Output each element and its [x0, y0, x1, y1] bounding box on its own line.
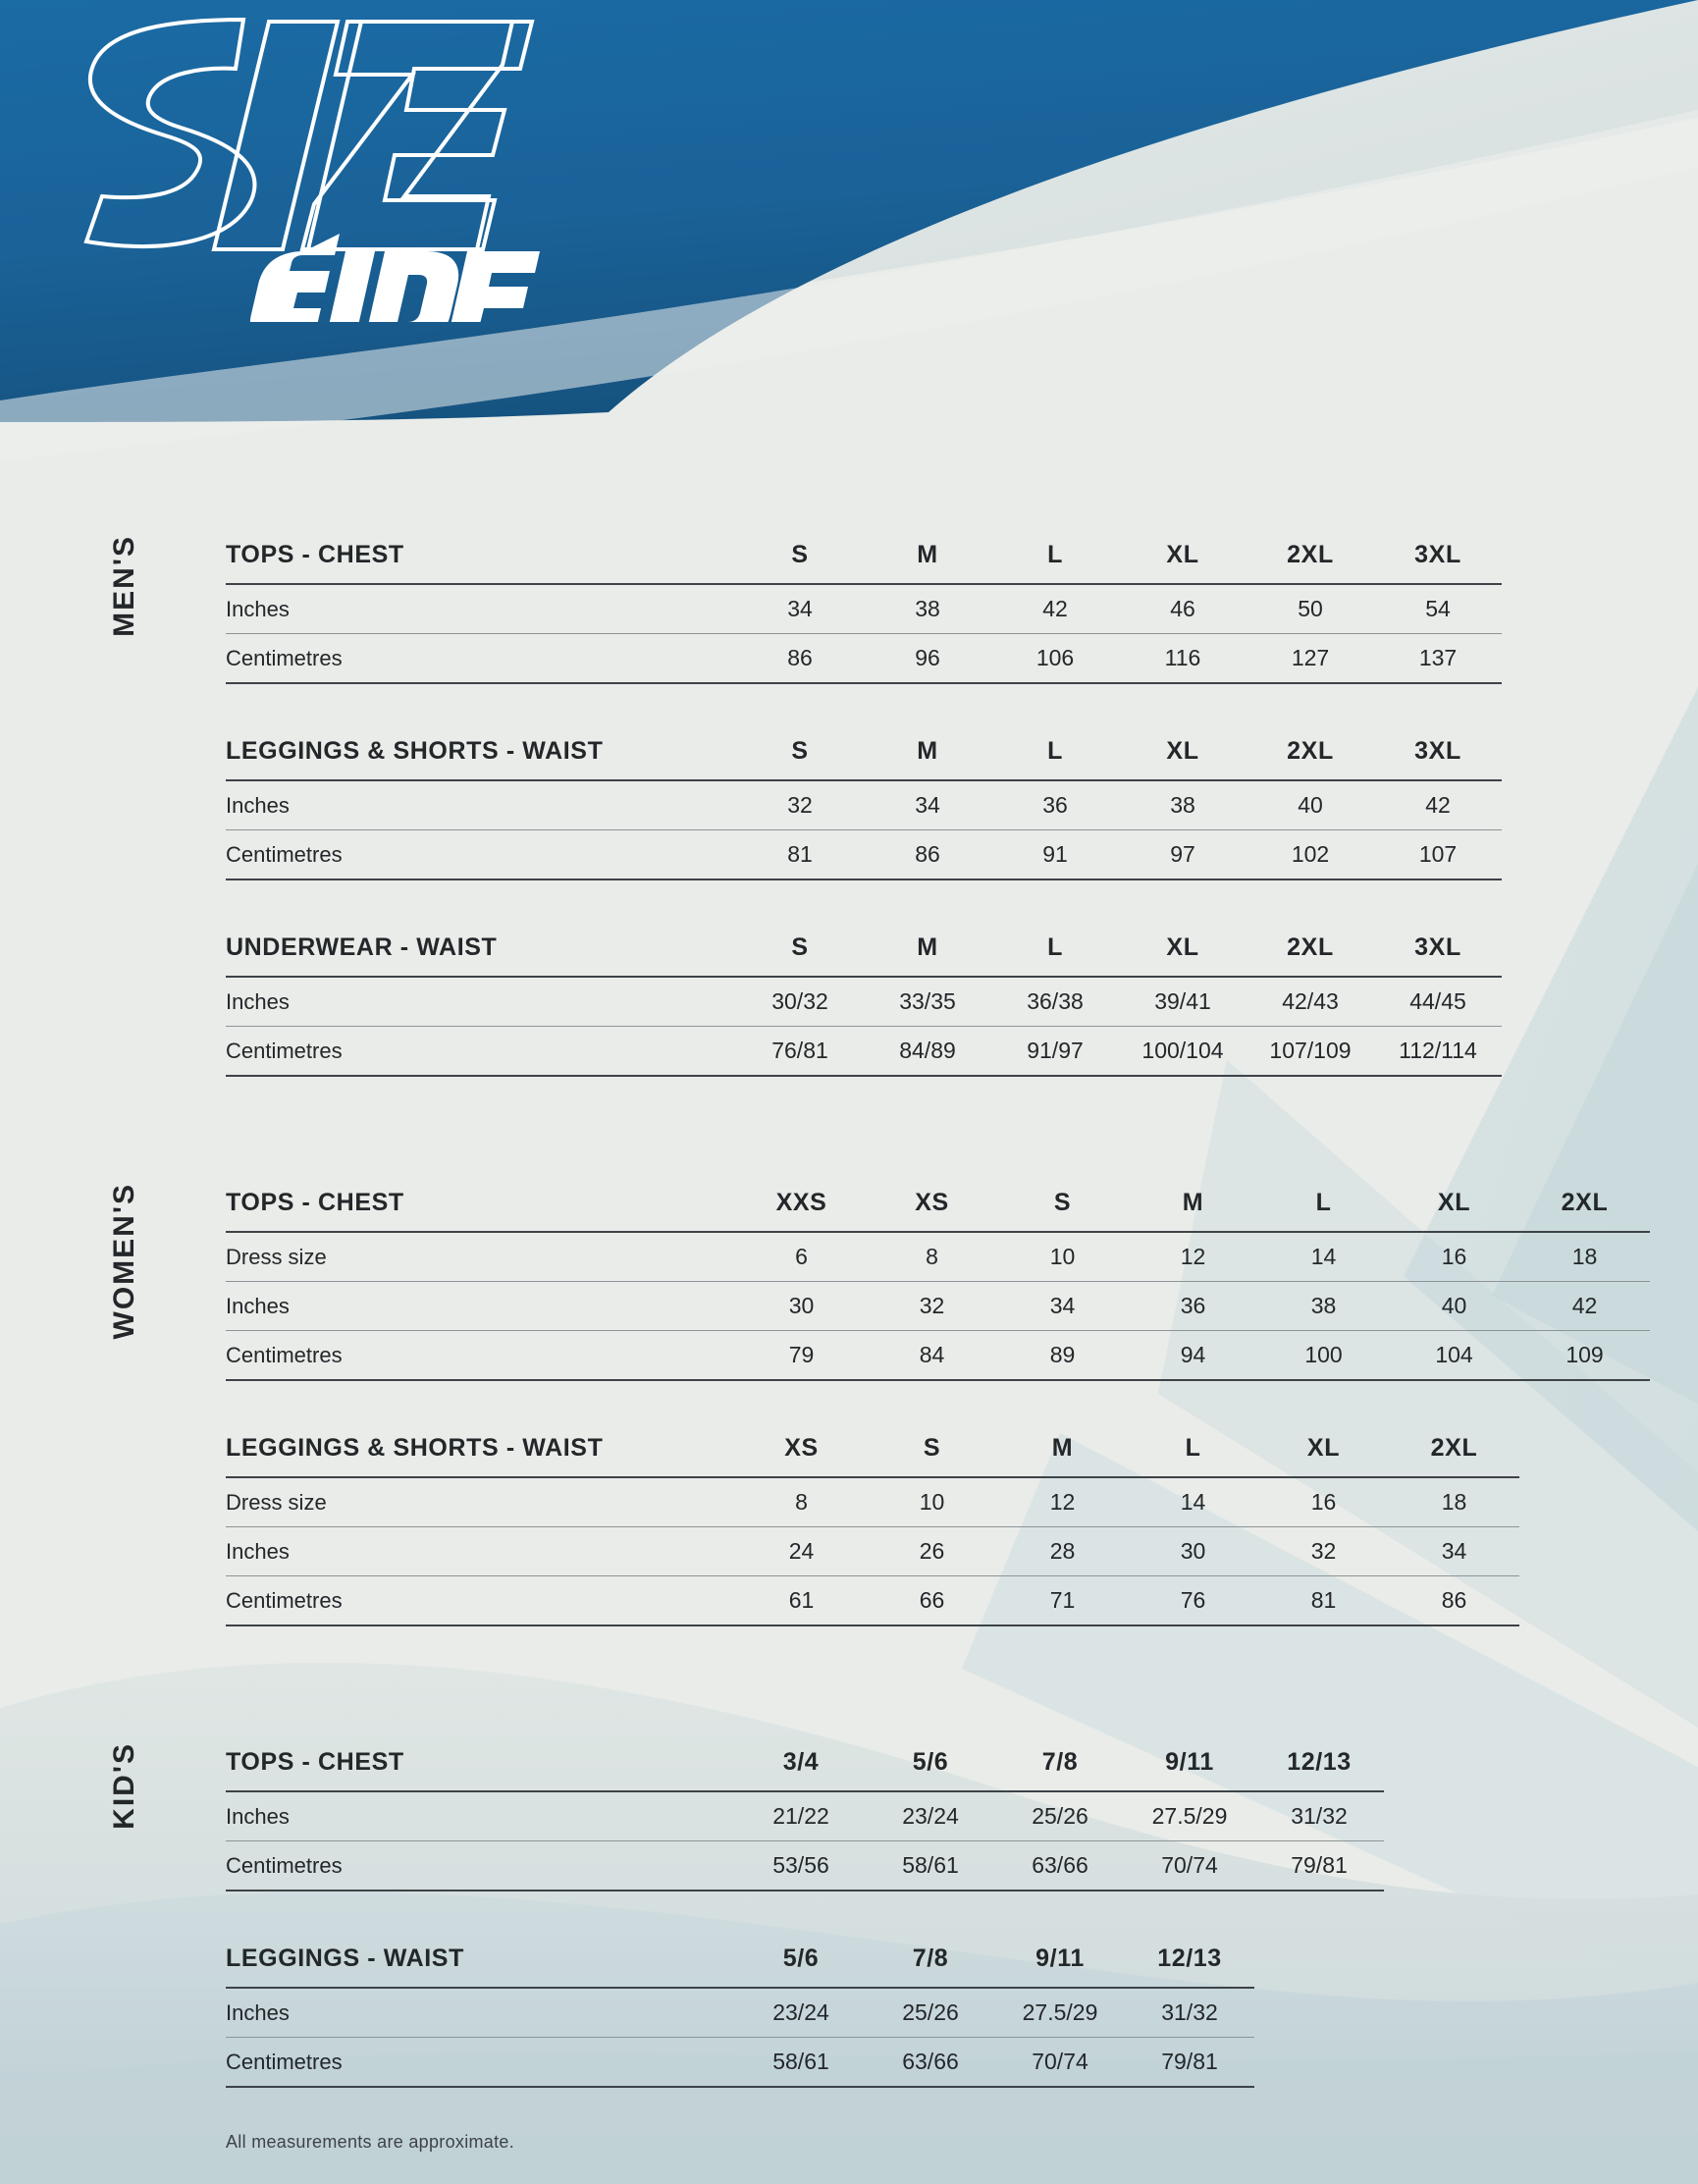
cell: 34 [736, 584, 864, 634]
size-header: 2XL [1247, 731, 1374, 780]
table-title: TOPS - CHEST [226, 1742, 736, 1791]
cell: 18 [1519, 1232, 1650, 1282]
cell: 39/41 [1119, 977, 1247, 1027]
size-header: XL [1119, 928, 1247, 977]
cell: 16 [1258, 1477, 1389, 1527]
cell: 86 [1389, 1576, 1519, 1626]
footnote: All measurements are approximate. [226, 2132, 515, 2152]
cell: 10 [867, 1477, 997, 1527]
cell: 76/81 [736, 1027, 864, 1077]
table-row [226, 1477, 1519, 1527]
size-header: 12/13 [1125, 1939, 1254, 1988]
cell: 36/38 [991, 977, 1119, 1027]
size-header: M [1128, 1183, 1258, 1232]
cell: 91/97 [991, 1027, 1119, 1077]
cell: 50 [1247, 584, 1374, 634]
cell: 89 [997, 1331, 1128, 1381]
cell: 42 [1519, 1282, 1650, 1331]
table-title: TOPS - CHEST [226, 535, 736, 584]
table-header-row [226, 1183, 1650, 1232]
size-header: S [736, 928, 864, 977]
table-header-row [226, 1428, 1519, 1477]
table-row [226, 1576, 1519, 1626]
size-header: 9/11 [995, 1939, 1125, 1988]
cell: 23/24 [736, 1988, 866, 2038]
size-header: XL [1119, 535, 1247, 584]
cell: 44/45 [1374, 977, 1502, 1027]
table-title: LEGGINGS & SHORTS - WAIST [226, 731, 736, 780]
cell: 42 [1374, 780, 1502, 830]
size-header: XXS [736, 1183, 867, 1232]
table-header-row [226, 731, 1502, 780]
cell: 10 [997, 1232, 1128, 1282]
table-row [226, 584, 1502, 634]
cell: 30 [1128, 1527, 1258, 1576]
cell: 79/81 [1254, 1841, 1384, 1891]
table-mens-tops-chest [226, 535, 1502, 684]
cell: 112/114 [1374, 1027, 1502, 1077]
cell: 61 [736, 1576, 867, 1626]
cell: 58/61 [866, 1841, 995, 1891]
cell: 33/35 [864, 977, 991, 1027]
cell: 71 [997, 1576, 1128, 1626]
cell: 14 [1128, 1477, 1258, 1527]
cell: 42 [991, 584, 1119, 634]
section-kids [108, 1742, 1649, 2088]
row-label: Centimetres [226, 830, 736, 880]
cell: 18 [1389, 1477, 1519, 1527]
table-title: LEGGINGS - WAIST [226, 1939, 736, 1988]
cell: 32 [736, 780, 864, 830]
cell: 96 [864, 634, 991, 684]
section-label-womens: WOMEN'S [108, 1183, 140, 1340]
table-header-row [226, 1939, 1254, 1988]
cell: 36 [991, 780, 1119, 830]
size-header: 5/6 [866, 1742, 995, 1791]
size-header: 2XL [1519, 1183, 1650, 1232]
size-header: XS [736, 1428, 867, 1477]
cell: 34 [864, 780, 991, 830]
cell: 12 [997, 1477, 1128, 1527]
size-header: 2XL [1247, 928, 1374, 977]
cell: 12 [1128, 1232, 1258, 1282]
row-label: Dress size [226, 1477, 736, 1527]
table-title: TOPS - CHEST [226, 1183, 736, 1232]
table-row [226, 780, 1502, 830]
cell: 54 [1374, 584, 1502, 634]
cell: 53/56 [736, 1841, 866, 1891]
row-label: Centimetres [226, 1576, 736, 1626]
size-header: 3XL [1374, 535, 1502, 584]
cell: 106 [991, 634, 1119, 684]
size-header: S [997, 1183, 1128, 1232]
size-header: L [1128, 1428, 1258, 1477]
cell: 107/109 [1247, 1027, 1374, 1077]
cell: 70/74 [995, 2038, 1125, 2088]
cell: 30 [736, 1282, 867, 1331]
cell: 81 [1258, 1576, 1389, 1626]
size-header: 3XL [1374, 731, 1502, 780]
size-header: XL [1119, 731, 1247, 780]
size-header: XL [1389, 1183, 1519, 1232]
cell: 40 [1247, 780, 1374, 830]
row-label: Inches [226, 584, 736, 634]
size-header: 3/4 [736, 1742, 866, 1791]
table-row [226, 634, 1502, 684]
cell: 94 [1128, 1331, 1258, 1381]
cell: 24 [736, 1527, 867, 1576]
cell: 36 [1128, 1282, 1258, 1331]
row-label: Dress size [226, 1232, 736, 1282]
cell: 100 [1258, 1331, 1389, 1381]
table-kids-leggings-waist [226, 1939, 1254, 2088]
cell: 63/66 [866, 2038, 995, 2088]
table-row [226, 1331, 1650, 1381]
cell: 31/32 [1125, 1988, 1254, 2038]
cell: 23/24 [866, 1791, 995, 1841]
row-label: Inches [226, 1282, 736, 1331]
table-title: UNDERWEAR - WAIST [226, 928, 736, 977]
cell: 84/89 [864, 1027, 991, 1077]
size-header: 12/13 [1254, 1742, 1384, 1791]
row-label: Centimetres [226, 1027, 736, 1077]
cell: 30/32 [736, 977, 864, 1027]
size-header: 5/6 [736, 1939, 866, 1988]
table-header-row [226, 928, 1502, 977]
table-mens-leggings-shorts-waist [226, 731, 1502, 880]
cell: 6 [736, 1232, 867, 1282]
size-header: XS [867, 1183, 997, 1232]
table-row [226, 1841, 1384, 1891]
table-row [226, 1791, 1384, 1841]
size-header: 9/11 [1125, 1742, 1254, 1791]
size-header: M [864, 928, 991, 977]
cell: 58/61 [736, 2038, 866, 2088]
size-header: L [991, 731, 1119, 780]
table-row [226, 977, 1502, 1027]
table-mens-underwear-waist [226, 928, 1502, 1077]
cell: 32 [1258, 1527, 1389, 1576]
cell: 86 [864, 830, 991, 880]
cell: 38 [1258, 1282, 1389, 1331]
size-header: S [736, 731, 864, 780]
size-header: S [867, 1428, 997, 1477]
cell: 104 [1389, 1331, 1519, 1381]
table-row [226, 2038, 1254, 2088]
cell: 81 [736, 830, 864, 880]
cell: 8 [867, 1232, 997, 1282]
size-header: 7/8 [995, 1742, 1125, 1791]
section-mens [108, 535, 1649, 1077]
cell: 63/66 [995, 1841, 1125, 1891]
cell: 25/26 [866, 1988, 995, 2038]
table-womens-leggings-shorts-waist [226, 1428, 1519, 1626]
size-header: XL [1258, 1428, 1389, 1477]
cell: 91 [991, 830, 1119, 880]
cell: 38 [864, 584, 991, 634]
cell: 26 [867, 1527, 997, 1576]
table-row [226, 1282, 1650, 1331]
cell: 109 [1519, 1331, 1650, 1381]
row-label: Inches [226, 1988, 736, 2038]
table-title: LEGGINGS & SHORTS - WAIST [226, 1428, 736, 1477]
cell: 31/32 [1254, 1791, 1384, 1841]
cell: 16 [1389, 1232, 1519, 1282]
cell: 40 [1389, 1282, 1519, 1331]
cell: 86 [736, 634, 864, 684]
size-header: M [864, 731, 991, 780]
row-label: Inches [226, 780, 736, 830]
size-header: 7/8 [866, 1939, 995, 1988]
cell: 14 [1258, 1232, 1389, 1282]
cell: 27.5/29 [995, 1988, 1125, 2038]
table-row [226, 1527, 1519, 1576]
cell: 102 [1247, 830, 1374, 880]
row-label: Inches [226, 977, 736, 1027]
cell: 116 [1119, 634, 1247, 684]
table-header-row [226, 1742, 1384, 1791]
cell: 70/74 [1125, 1841, 1254, 1891]
cell: 127 [1247, 634, 1374, 684]
section-label-mens: MEN'S [108, 535, 140, 637]
cell: 32 [867, 1282, 997, 1331]
cell: 137 [1374, 634, 1502, 684]
cell: 25/26 [995, 1791, 1125, 1841]
cell: 107 [1374, 830, 1502, 880]
cell: 84 [867, 1331, 997, 1381]
cell: 66 [867, 1576, 997, 1626]
table-womens-tops-chest [226, 1183, 1650, 1381]
cell: 34 [1389, 1527, 1519, 1576]
cell: 76 [1128, 1576, 1258, 1626]
size-header: L [991, 535, 1119, 584]
size-header: M [997, 1428, 1128, 1477]
cell: 46 [1119, 584, 1247, 634]
row-label: Inches [226, 1527, 736, 1576]
size-header: M [864, 535, 991, 584]
cell: 97 [1119, 830, 1247, 880]
cell: 21/22 [736, 1791, 866, 1841]
size-header: 2XL [1247, 535, 1374, 584]
table-row [226, 1988, 1254, 2038]
cell: 100/104 [1119, 1027, 1247, 1077]
table-row [226, 1027, 1502, 1077]
cell: 34 [997, 1282, 1128, 1331]
size-header: S [736, 535, 864, 584]
section-label-kids: KID'S [108, 1742, 140, 1830]
size-header: 3XL [1374, 928, 1502, 977]
size-header: L [991, 928, 1119, 977]
row-label: Centimetres [226, 1841, 736, 1891]
cell: 79/81 [1125, 2038, 1254, 2088]
row-label: Inches [226, 1791, 736, 1841]
section-womens [108, 1183, 1649, 1626]
cell: 27.5/29 [1125, 1791, 1254, 1841]
cell: 8 [736, 1477, 867, 1527]
table-row [226, 830, 1502, 880]
cell: 38 [1119, 780, 1247, 830]
cell: 42/43 [1247, 977, 1374, 1027]
table-row [226, 1232, 1650, 1282]
row-label: Centimetres [226, 2038, 736, 2088]
table-header-row [226, 535, 1502, 584]
cell: 28 [997, 1527, 1128, 1576]
size-header: L [1258, 1183, 1389, 1232]
row-label: Centimetres [226, 1331, 736, 1381]
table-kids-tops-chest [226, 1742, 1384, 1891]
cell: 79 [736, 1331, 867, 1381]
row-label: Centimetres [226, 634, 736, 684]
size-header: 2XL [1389, 1428, 1519, 1477]
